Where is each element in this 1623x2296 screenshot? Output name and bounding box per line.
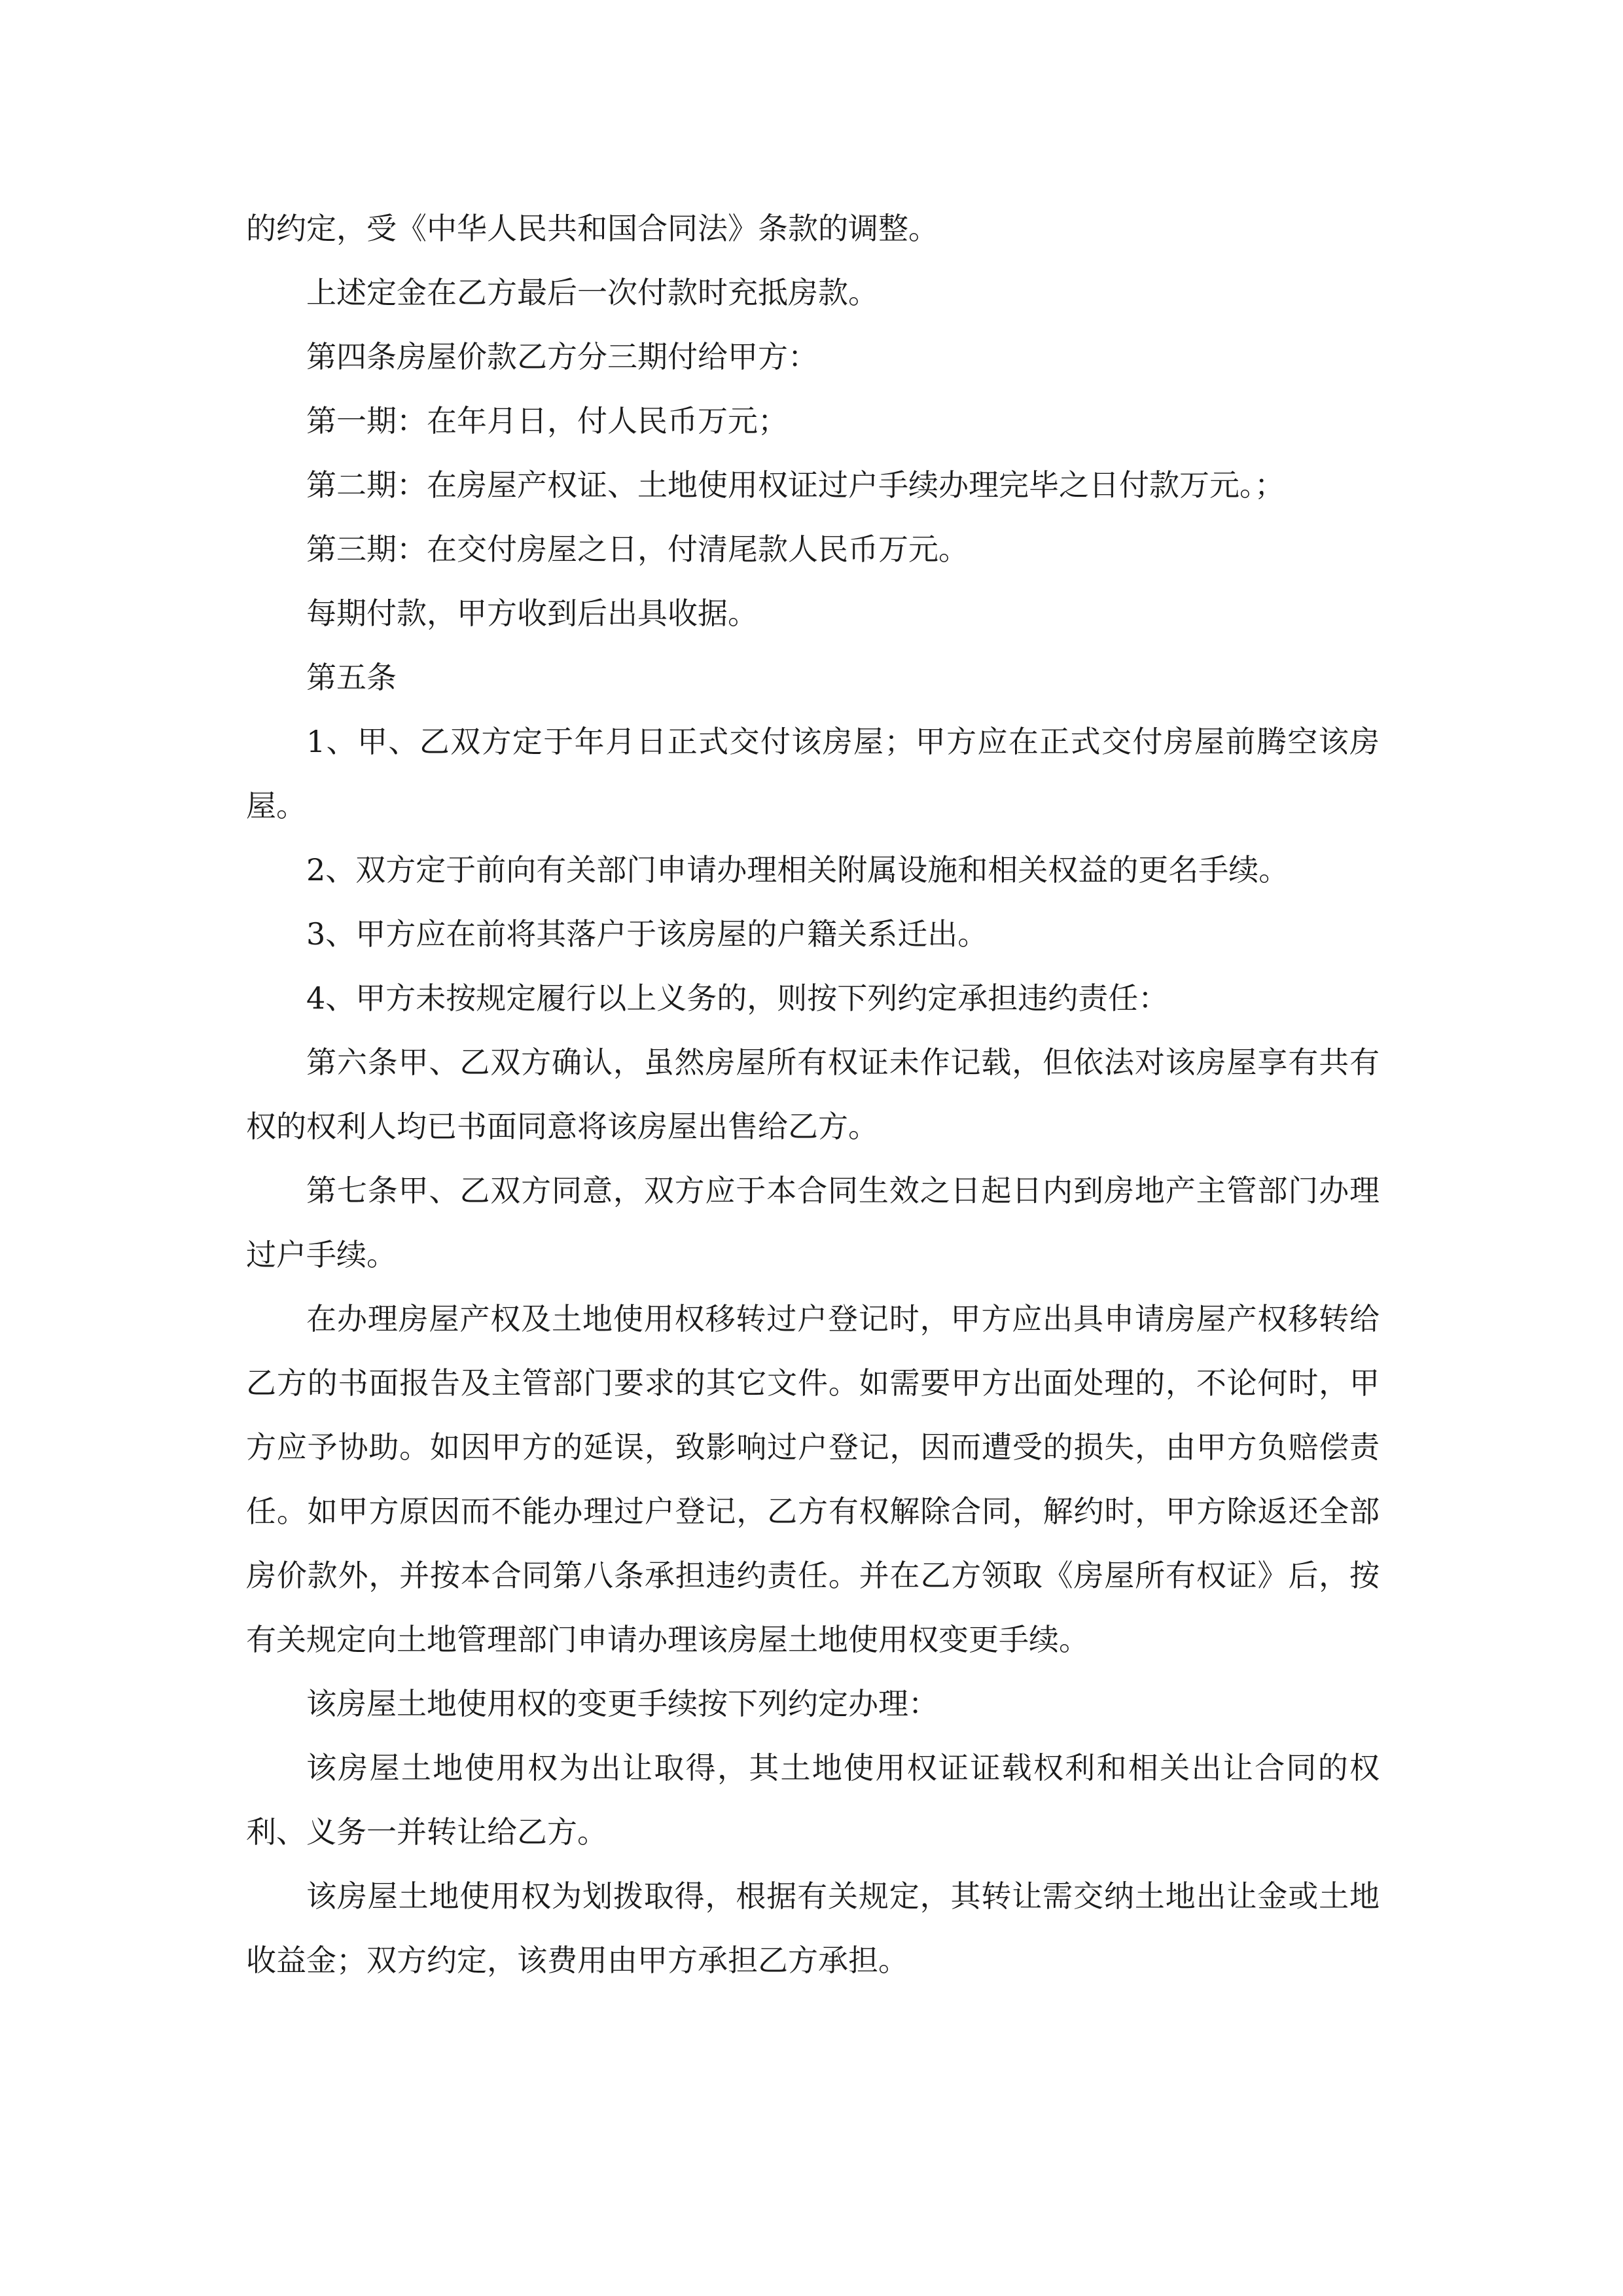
paragraph-article-7: 第七条甲、乙双方同意，双方应于本合同生效之日起日内到房地产主管部门办理过户手续。 [246,1173,1380,1272]
paragraph-article-5-item-3: 3、甲方应在前将其落户于该房屋的户籍关系迁出。 [306,916,988,952]
paragraph-article-4: 第四条房屋价款乙方分三期付给甲方： [306,339,818,374]
paragraph-land-grant: 该房屋土地使用权为出让取得，其土地使用权证证载权利和相关出让合同的权利、义务一并转让给乙方。 [246,1750,1380,1850]
paragraph-transfer-registration: 在办理房屋产权及土地使用权移转过户登记时，甲方应出具申请房屋产权移转给乙方的书面报告及主管部门要求的其它文件。如需要甲方出面处理的，不论何时，甲方应予协助。如因甲方的延误，致影响过户登记，因而遭受的损失，由甲方负赔偿责任。如甲方原因而不能办理过户登记，乙方有权解除合同，解约时，甲方除返还全部房价款外，并按本合同第八条承担违约责任。并在乙方领取《房屋所有权证》后，按有关规定向土地管理部门申请办理该房屋土地使用权变更手续。 [246,1301,1380,1657]
paragraph-installment-2: 第二期：在房屋产权证、土地使用权证过户手续办理完毕之日付款万元。； [306,467,1285,503]
paragraph-land-allocation: 该房屋土地使用权为划拨取得，根据有关规定，其转让需交纳土地出让金或土地收益金；双方约定，该费用由甲方承担乙方承担。 [246,1878,1380,1978]
paragraph-article-5-item-1: 1、甲、乙双方定于年月日正式交付该房屋；甲方应在正式交付房屋前腾空该房屋。 [246,724,1380,823]
paragraph-continuation: 的约定，受《中华人民共和国合同法》条款的调整。 [246,211,938,246]
paragraph-article-6: 第六条甲、乙双方确认，虽然房屋所有权证未作记载，但依法对该房屋享有共有权的权利人均已书面同意将该房屋出售给乙方。 [246,1045,1380,1144]
paragraph-article-5-item-2: 2、双方定于前向有关部门申请办理相关附属设施和相关权益的更名手续。 [306,852,1289,888]
paragraph-deposit-offset: 上述定金在乙方最后一次付款时充抵房款。 [306,275,878,310]
paragraph-article-5-item-4: 4、甲方未按规定履行以上义务的，则按下列约定承担违约责任： [306,980,1169,1016]
paragraph-installment-1: 第一期：在年月日，付人民币万元； [306,403,788,439]
paragraph-receipt: 每期付款，甲方收到后出具收据。 [306,596,758,631]
paragraph-article-5: 第五条 [306,660,397,695]
paragraph-land-use-change: 该房屋土地使用权的变更手续按下列约定办理： [306,1686,938,1721]
paragraph-installment-3: 第三期：在交付房屋之日，付清尾款人民币万元。 [306,531,969,567]
document-body [246,196,1380,1992]
